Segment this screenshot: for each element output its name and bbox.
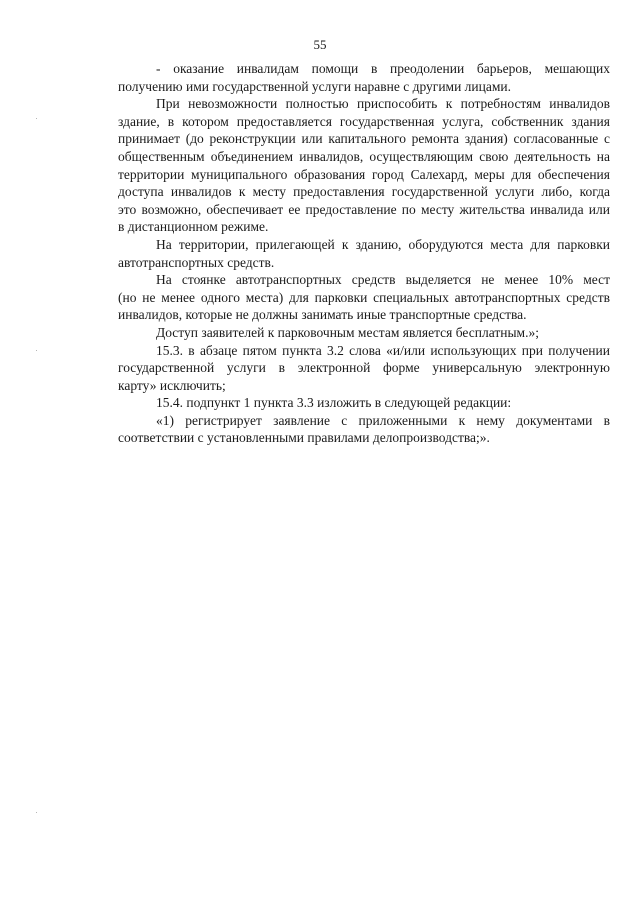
paragraph <box>80 394 610 412</box>
text-line: общественным объединением инвалидов, осуществляющим свою деятельность на <box>118 148 610 164</box>
text-line: доступа инвалидов к месту предоставления государственной услуги либо, когда <box>118 184 610 200</box>
text-line: территории муниципального образования город Салехард, меры для обеспечения <box>118 166 610 182</box>
paragraph <box>80 342 610 395</box>
paragraph <box>80 271 610 324</box>
text-line: инвалидов, которые не должны занимать иные транспортные средства. <box>118 307 527 323</box>
text-line: «1) регистрирует заявление с приложенными к нему документами в <box>156 412 610 428</box>
text-line: автотранспортных средств. <box>118 254 275 270</box>
paragraph <box>80 60 610 95</box>
text-line: государственной услуги в электронной форме универсальную электронную <box>118 360 610 376</box>
text-line: в дистанционном режиме. <box>118 219 269 235</box>
text-line: карту» исключить; <box>118 377 226 393</box>
text-line: (но не менее одного места) для парковки специальных автотранспортных средств <box>118 289 610 305</box>
document-body <box>80 60 610 447</box>
text-line: Доступ заявителей к парковочным местам является бесплатным.»; <box>156 324 539 340</box>
text-line: На территории, прилегающей к зданию, оборудуются места для парковки <box>156 236 610 252</box>
text-line: На стоянке автотранспортных средств выделяется не менее 10% мест <box>156 272 610 288</box>
paragraph <box>80 412 610 447</box>
text-line: получению ими государственной услуги наравне с другими лицами. <box>118 78 512 94</box>
text-line: принимает (до реконструкции или капитального ремонта здания) согласованные с <box>118 131 610 147</box>
text-line: 15.4. подпункт 1 пункта 3.3 изложить в следующей редакции: <box>156 395 512 411</box>
text-line: соответствии с установленными правилами делопроизводства;». <box>118 430 490 446</box>
paragraph <box>80 236 610 271</box>
paragraph <box>80 324 610 342</box>
text-line: - оказание инвалидам помощи в преодолении барьеров, мешающих <box>156 61 610 76</box>
page-number: 55 <box>313 37 327 52</box>
text-line: 15.3. в абзаце пятом пункта 3.2 слова «и/или использующих при получении <box>156 342 610 358</box>
margin-mark <box>36 118 37 119</box>
text-line: здание, в котором предоставляется государственная услуга, собственник здания <box>118 113 610 129</box>
margin-mark <box>36 350 37 351</box>
paragraph <box>80 95 610 236</box>
text-line: это возможно, обеспечивает ее предоставление по месту жительства инвалида или <box>118 201 610 217</box>
text-line: При невозможности полностью приспособить к потребностям инвалидов <box>156 96 610 112</box>
margin-mark <box>36 812 37 813</box>
